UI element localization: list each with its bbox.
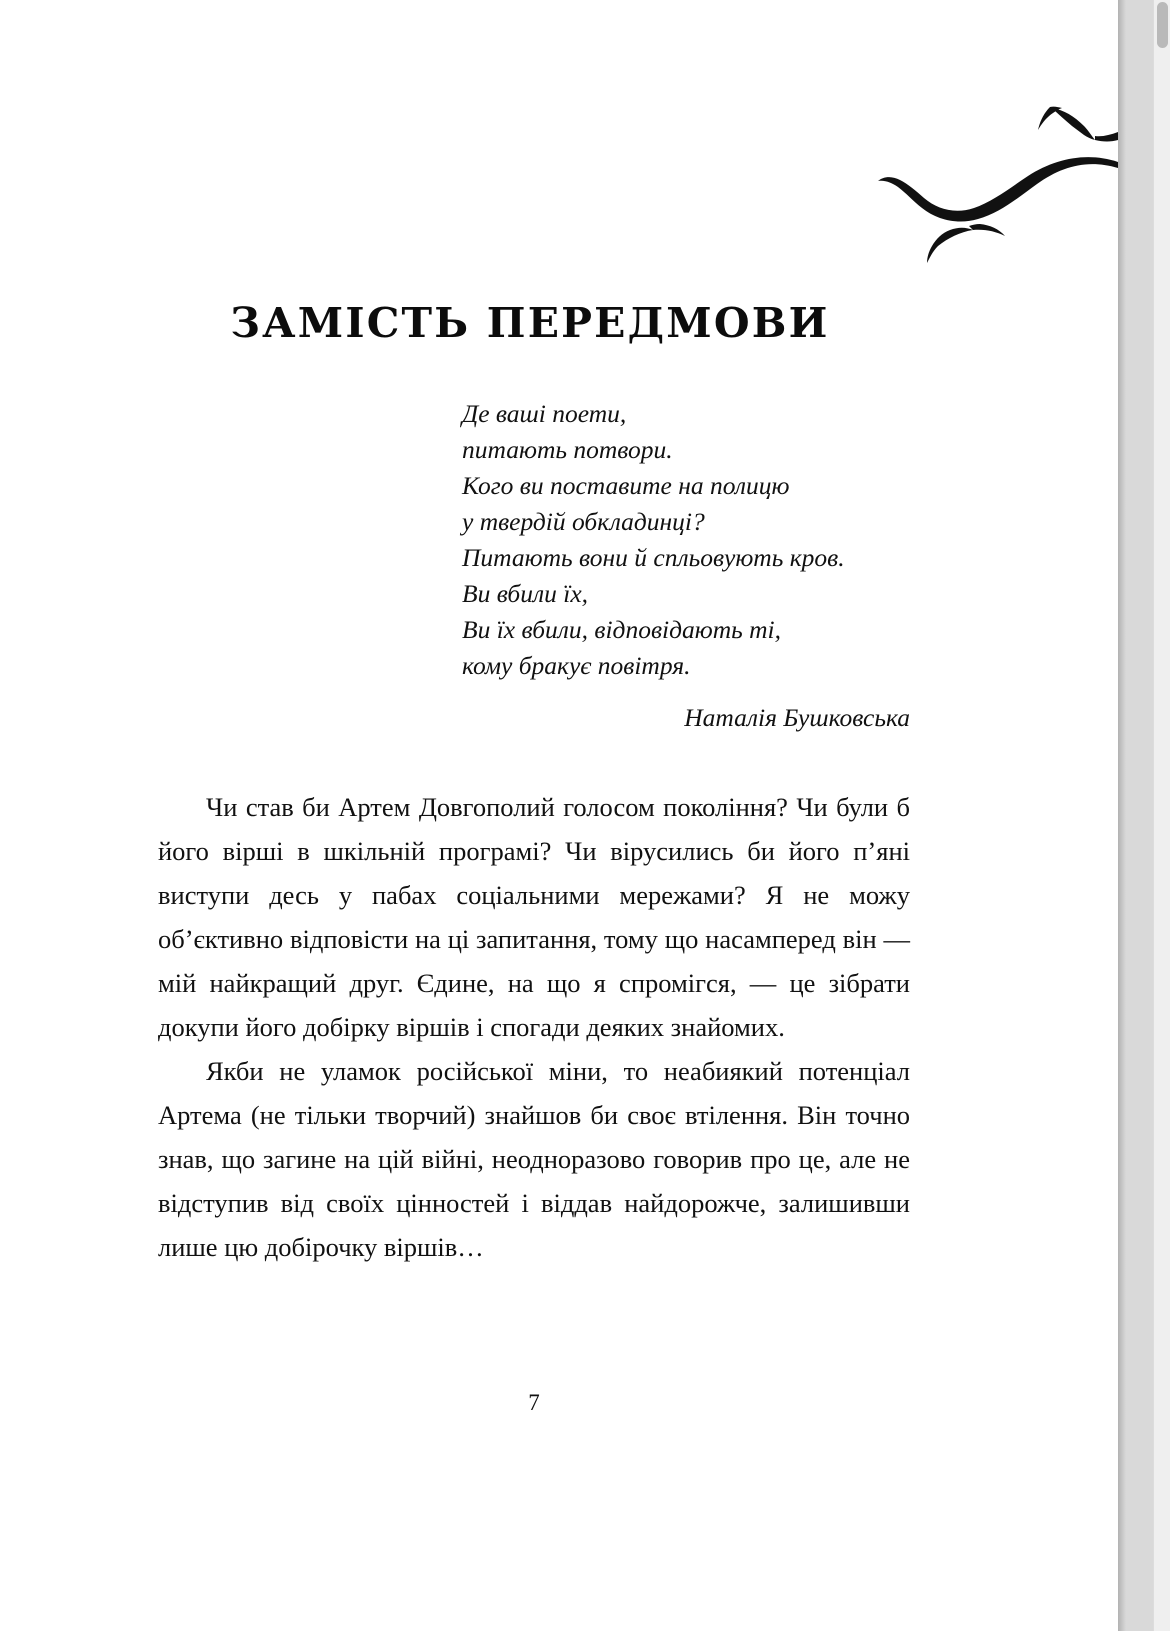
body-text — [158, 785, 910, 1269]
page-number: 7 — [528, 1390, 540, 1415]
epigraph-line: у твердій обкладинці? — [462, 507, 705, 536]
paragraph: Якби не уламок російської міни, то неабиякий потенціал Артема (не тільки творчий) знайшов би своє втілення. Він точно знав, що загине на цій війні, неодноразово говорив про це, але не відступив від своїх цінностей і віддав найдорожче, залишивши лише цю добірочку віршів… — [158, 1056, 910, 1262]
scrollbar-thumb[interactable] — [1157, 2, 1168, 48]
epigraph-author: Наталія Бушковська — [684, 703, 910, 732]
epigraph-line: Ви їх вбили, відповідають ті, — [462, 615, 782, 644]
epigraph-line: Ви вбили їх, — [462, 579, 589, 608]
vertical-scrollbar[interactable] — [1153, 0, 1170, 1631]
epigraph-line: Питають вони й спльовують кров. — [462, 543, 845, 572]
epigraph-line: Де ваші поети, — [462, 399, 627, 428]
epigraph-line: кому бракує повітря. — [462, 651, 691, 680]
paragraph: Чи став би Артем Довгополий голосом покоління? Чи були б його вірші в шкільній програмі? Чи вірусились би його п’яні виступи десь у пабах соціальними мережами? Я не можу об’єктивно відповісти на ці запитання, тому що насамперед він — мій найкращий друг. Єдине, на що я спромігся, — це зібрати докупи його добірку віршів і спогади деяких знайомих. — [158, 792, 910, 1042]
epigraph-line: Кого ви поставите на полицю — [462, 471, 790, 500]
page-title: ЗАМІСТЬ ПЕРЕДМОВИ — [230, 299, 830, 348]
epigraph-poem — [462, 396, 932, 684]
page-edge-shadow — [1118, 0, 1126, 1631]
epigraph-line: питають потвори. — [462, 435, 673, 464]
